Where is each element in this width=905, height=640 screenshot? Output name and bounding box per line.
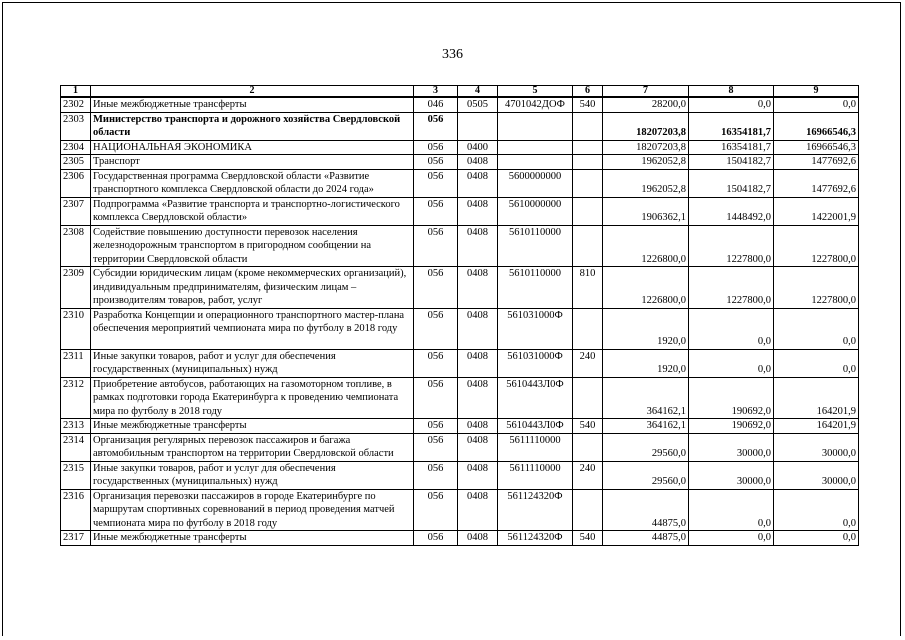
- col3-cell: 056: [414, 267, 458, 309]
- col6-cell: [573, 155, 603, 170]
- col3-cell: 046: [414, 97, 458, 112]
- col3-cell: 056: [414, 225, 458, 267]
- table-row: [61, 489, 859, 531]
- table-row: [61, 308, 859, 349]
- col5-cell: 4701042ДОФ: [498, 97, 573, 112]
- col3-cell: 056: [414, 112, 458, 140]
- header-cell: 6: [573, 86, 603, 98]
- col8-cell: 16354181,7: [689, 112, 774, 140]
- col4-cell: 0408: [458, 433, 498, 461]
- row-number-cell: 2302: [61, 97, 91, 112]
- col9-cell: 0,0: [774, 531, 859, 546]
- header-cell: 3: [414, 86, 458, 98]
- col5-cell: 5600000000: [498, 169, 573, 197]
- col6-cell: 240: [573, 349, 603, 377]
- name-cell: Организация регулярных перевозок пассажиров и багажа автомобильным транспортом на территории Свердловской области: [91, 433, 414, 461]
- col8-cell: 0,0: [689, 97, 774, 112]
- col5-cell: [498, 112, 573, 140]
- col5-cell: 5610110000: [498, 225, 573, 267]
- row-number-cell: 2317: [61, 531, 91, 546]
- col8-cell: 0,0: [689, 349, 774, 377]
- col5-cell: 5610000000: [498, 197, 573, 225]
- col8-cell: 1227800,0: [689, 225, 774, 267]
- col4-cell: [458, 112, 498, 140]
- table-row: [61, 169, 859, 197]
- budget-table: [60, 85, 859, 546]
- header-cell: 2: [91, 86, 414, 98]
- name-cell: Иные межбюджетные трансферты: [91, 531, 414, 546]
- name-cell: НАЦИОНАЛЬНАЯ ЭКОНОМИКА: [91, 140, 414, 155]
- col4-cell: 0408: [458, 349, 498, 377]
- table-row: [61, 197, 859, 225]
- col3-cell: 056: [414, 531, 458, 546]
- col9-cell: 16966546,3: [774, 140, 859, 155]
- col9-cell: 16966546,3: [774, 112, 859, 140]
- col6-cell: [573, 197, 603, 225]
- name-cell: Иные закупки товаров, работ и услуг для обеспечения государственных (муниципальных) нужд: [91, 461, 414, 489]
- col9-cell: 1477692,6: [774, 155, 859, 170]
- col3-cell: 056: [414, 349, 458, 377]
- col7-cell: 18207203,8: [603, 112, 689, 140]
- col3-cell: 056: [414, 419, 458, 434]
- col4-cell: 0505: [458, 97, 498, 112]
- table-row: [61, 419, 859, 434]
- col4-cell: 0400: [458, 140, 498, 155]
- col9-cell: 164201,9: [774, 377, 859, 419]
- col7-cell: 44875,0: [603, 531, 689, 546]
- col5-cell: 5610443Л0Ф: [498, 377, 573, 419]
- col7-cell: 364162,1: [603, 377, 689, 419]
- col9-cell: 0,0: [774, 308, 859, 349]
- header-cell: 9: [774, 86, 859, 98]
- col5-cell: 5611110000: [498, 461, 573, 489]
- header-cell: 8: [689, 86, 774, 98]
- col7-cell: 1962052,8: [603, 155, 689, 170]
- col6-cell: 540: [573, 419, 603, 434]
- col5-cell: 5610443Л0Ф: [498, 419, 573, 434]
- name-cell: Содействие повышению доступности перевозок населения железнодорожным транспортом в пригородном сообщении на территории Свердловской области: [91, 225, 414, 267]
- col5-cell: 561124320Ф: [498, 531, 573, 546]
- col6-cell: 810: [573, 267, 603, 309]
- col4-cell: 0408: [458, 531, 498, 546]
- name-cell: Подпрограмма «Развитие транспорта и транспортно-логистического комплекса Свердловской области»: [91, 197, 414, 225]
- col9-cell: 1227800,0: [774, 225, 859, 267]
- row-number-cell: 2307: [61, 197, 91, 225]
- table-row: [61, 349, 859, 377]
- col4-cell: 0408: [458, 267, 498, 309]
- col8-cell: 30000,0: [689, 461, 774, 489]
- name-cell: Иные закупки товаров, работ и услуг для обеспечения государственных (муниципальных) нужд: [91, 349, 414, 377]
- row-number-cell: 2306: [61, 169, 91, 197]
- col9-cell: 30000,0: [774, 433, 859, 461]
- table-row: [61, 267, 859, 309]
- col3-cell: 056: [414, 461, 458, 489]
- col4-cell: 0408: [458, 169, 498, 197]
- row-number-cell: 2304: [61, 140, 91, 155]
- col7-cell: 1906362,1: [603, 197, 689, 225]
- row-number-cell: 2314: [61, 433, 91, 461]
- table-row: [61, 461, 859, 489]
- col3-cell: 056: [414, 169, 458, 197]
- col9-cell: 1227800,0: [774, 267, 859, 309]
- col8-cell: 1448492,0: [689, 197, 774, 225]
- col4-cell: 0408: [458, 308, 498, 349]
- col4-cell: 0408: [458, 489, 498, 531]
- table-row: [61, 225, 859, 267]
- name-cell: Субсидии юридическим лицам (кроме некоммерческих организаций), индивидуальным предпринимателям, физическим лицам – производителям товаров, работ, услуг: [91, 267, 414, 309]
- name-cell: Министерство транспорта и дорожного хозяйства Свердловской области: [91, 112, 414, 140]
- row-number-cell: 2311: [61, 349, 91, 377]
- col5-cell: [498, 140, 573, 155]
- col8-cell: 1227800,0: [689, 267, 774, 309]
- col8-cell: 0,0: [689, 308, 774, 349]
- col7-cell: 1920,0: [603, 349, 689, 377]
- col4-cell: 0408: [458, 197, 498, 225]
- col9-cell: 1422001,9: [774, 197, 859, 225]
- col3-cell: 056: [414, 377, 458, 419]
- name-cell: Транспорт: [91, 155, 414, 170]
- header-cell: 5: [498, 86, 573, 98]
- col8-cell: 1504182,7: [689, 155, 774, 170]
- table-row: [61, 97, 859, 112]
- row-number-cell: 2313: [61, 419, 91, 434]
- col8-cell: 190692,0: [689, 377, 774, 419]
- col7-cell: 28200,0: [603, 97, 689, 112]
- row-number-cell: 2309: [61, 267, 91, 309]
- col5-cell: [498, 155, 573, 170]
- col4-cell: 0408: [458, 419, 498, 434]
- col8-cell: 0,0: [689, 531, 774, 546]
- row-number-cell: 2303: [61, 112, 91, 140]
- row-number-cell: 2315: [61, 461, 91, 489]
- col4-cell: 0408: [458, 225, 498, 267]
- table-row: [61, 140, 859, 155]
- table-row: [61, 433, 859, 461]
- col3-cell: 056: [414, 433, 458, 461]
- table-row: [61, 531, 859, 546]
- name-cell: Разработка Концепции и операционного транспортного мастер-плана обеспечения мероприятий чемпионата мира по футболу в 2018 году: [91, 308, 414, 349]
- col6-cell: [573, 140, 603, 155]
- col7-cell: 1226800,0: [603, 267, 689, 309]
- col3-cell: 056: [414, 140, 458, 155]
- header-cell: 4: [458, 86, 498, 98]
- col5-cell: 5611110000: [498, 433, 573, 461]
- table-row: [61, 155, 859, 170]
- col9-cell: 1477692,6: [774, 169, 859, 197]
- header-cell: 1: [61, 86, 91, 98]
- col9-cell: 164201,9: [774, 419, 859, 434]
- col8-cell: 0,0: [689, 489, 774, 531]
- col6-cell: [573, 169, 603, 197]
- col7-cell: 1226800,0: [603, 225, 689, 267]
- table-row: [61, 112, 859, 140]
- col4-cell: 0408: [458, 377, 498, 419]
- header-cell: 7: [603, 86, 689, 98]
- col6-cell: [573, 225, 603, 267]
- col8-cell: 30000,0: [689, 433, 774, 461]
- col3-cell: 056: [414, 197, 458, 225]
- col7-cell: 364162,1: [603, 419, 689, 434]
- col7-cell: 1920,0: [603, 308, 689, 349]
- col6-cell: [573, 433, 603, 461]
- col7-cell: 44875,0: [603, 489, 689, 531]
- col3-cell: 056: [414, 155, 458, 170]
- col6-cell: [573, 308, 603, 349]
- col9-cell: 0,0: [774, 489, 859, 531]
- col3-cell: 056: [414, 489, 458, 531]
- name-cell: Организация перевозки пассажиров в городе Екатеринбурге по маршрутам спортивных соревнований в период проведения матчей чемпионата мира по футболу в 2018 году: [91, 489, 414, 531]
- col9-cell: 30000,0: [774, 461, 859, 489]
- name-cell: Иные межбюджетные трансферты: [91, 419, 414, 434]
- name-cell: Государственная программа Свердловской области «Развитие транспортного комплекса Свердловской области до 2024 года»: [91, 169, 414, 197]
- name-cell: Иные межбюджетные трансферты: [91, 97, 414, 112]
- col6-cell: [573, 112, 603, 140]
- row-number-cell: 2305: [61, 155, 91, 170]
- col5-cell: 561031000Ф: [498, 308, 573, 349]
- col8-cell: 16354181,7: [689, 140, 774, 155]
- row-number-cell: 2308: [61, 225, 91, 267]
- col7-cell: 29560,0: [603, 433, 689, 461]
- col8-cell: 190692,0: [689, 419, 774, 434]
- col9-cell: 0,0: [774, 97, 859, 112]
- col4-cell: 0408: [458, 461, 498, 489]
- col3-cell: 056: [414, 308, 458, 349]
- col7-cell: 29560,0: [603, 461, 689, 489]
- col7-cell: 1962052,8: [603, 169, 689, 197]
- col5-cell: 561124320Ф: [498, 489, 573, 531]
- row-number-cell: 2312: [61, 377, 91, 419]
- name-cell: Приобретение автобусов, работающих на газомоторном топливе, в рамках подготовки города Екатеринбурга к проведению чемпионата мира по футболу в 2018 году: [91, 377, 414, 419]
- col5-cell: 561031000Ф: [498, 349, 573, 377]
- row-number-cell: 2310: [61, 308, 91, 349]
- table-header-row: [61, 86, 859, 98]
- col6-cell: 540: [573, 531, 603, 546]
- page-number: 336: [442, 47, 463, 62]
- col5-cell: 5610110000: [498, 267, 573, 309]
- col9-cell: 0,0: [774, 349, 859, 377]
- col8-cell: 1504182,7: [689, 169, 774, 197]
- table-row: [61, 377, 859, 419]
- col6-cell: 540: [573, 97, 603, 112]
- col6-cell: 240: [573, 461, 603, 489]
- col6-cell: [573, 489, 603, 531]
- col6-cell: [573, 377, 603, 419]
- col4-cell: 0408: [458, 155, 498, 170]
- col7-cell: 18207203,8: [603, 140, 689, 155]
- row-number-cell: 2316: [61, 489, 91, 531]
